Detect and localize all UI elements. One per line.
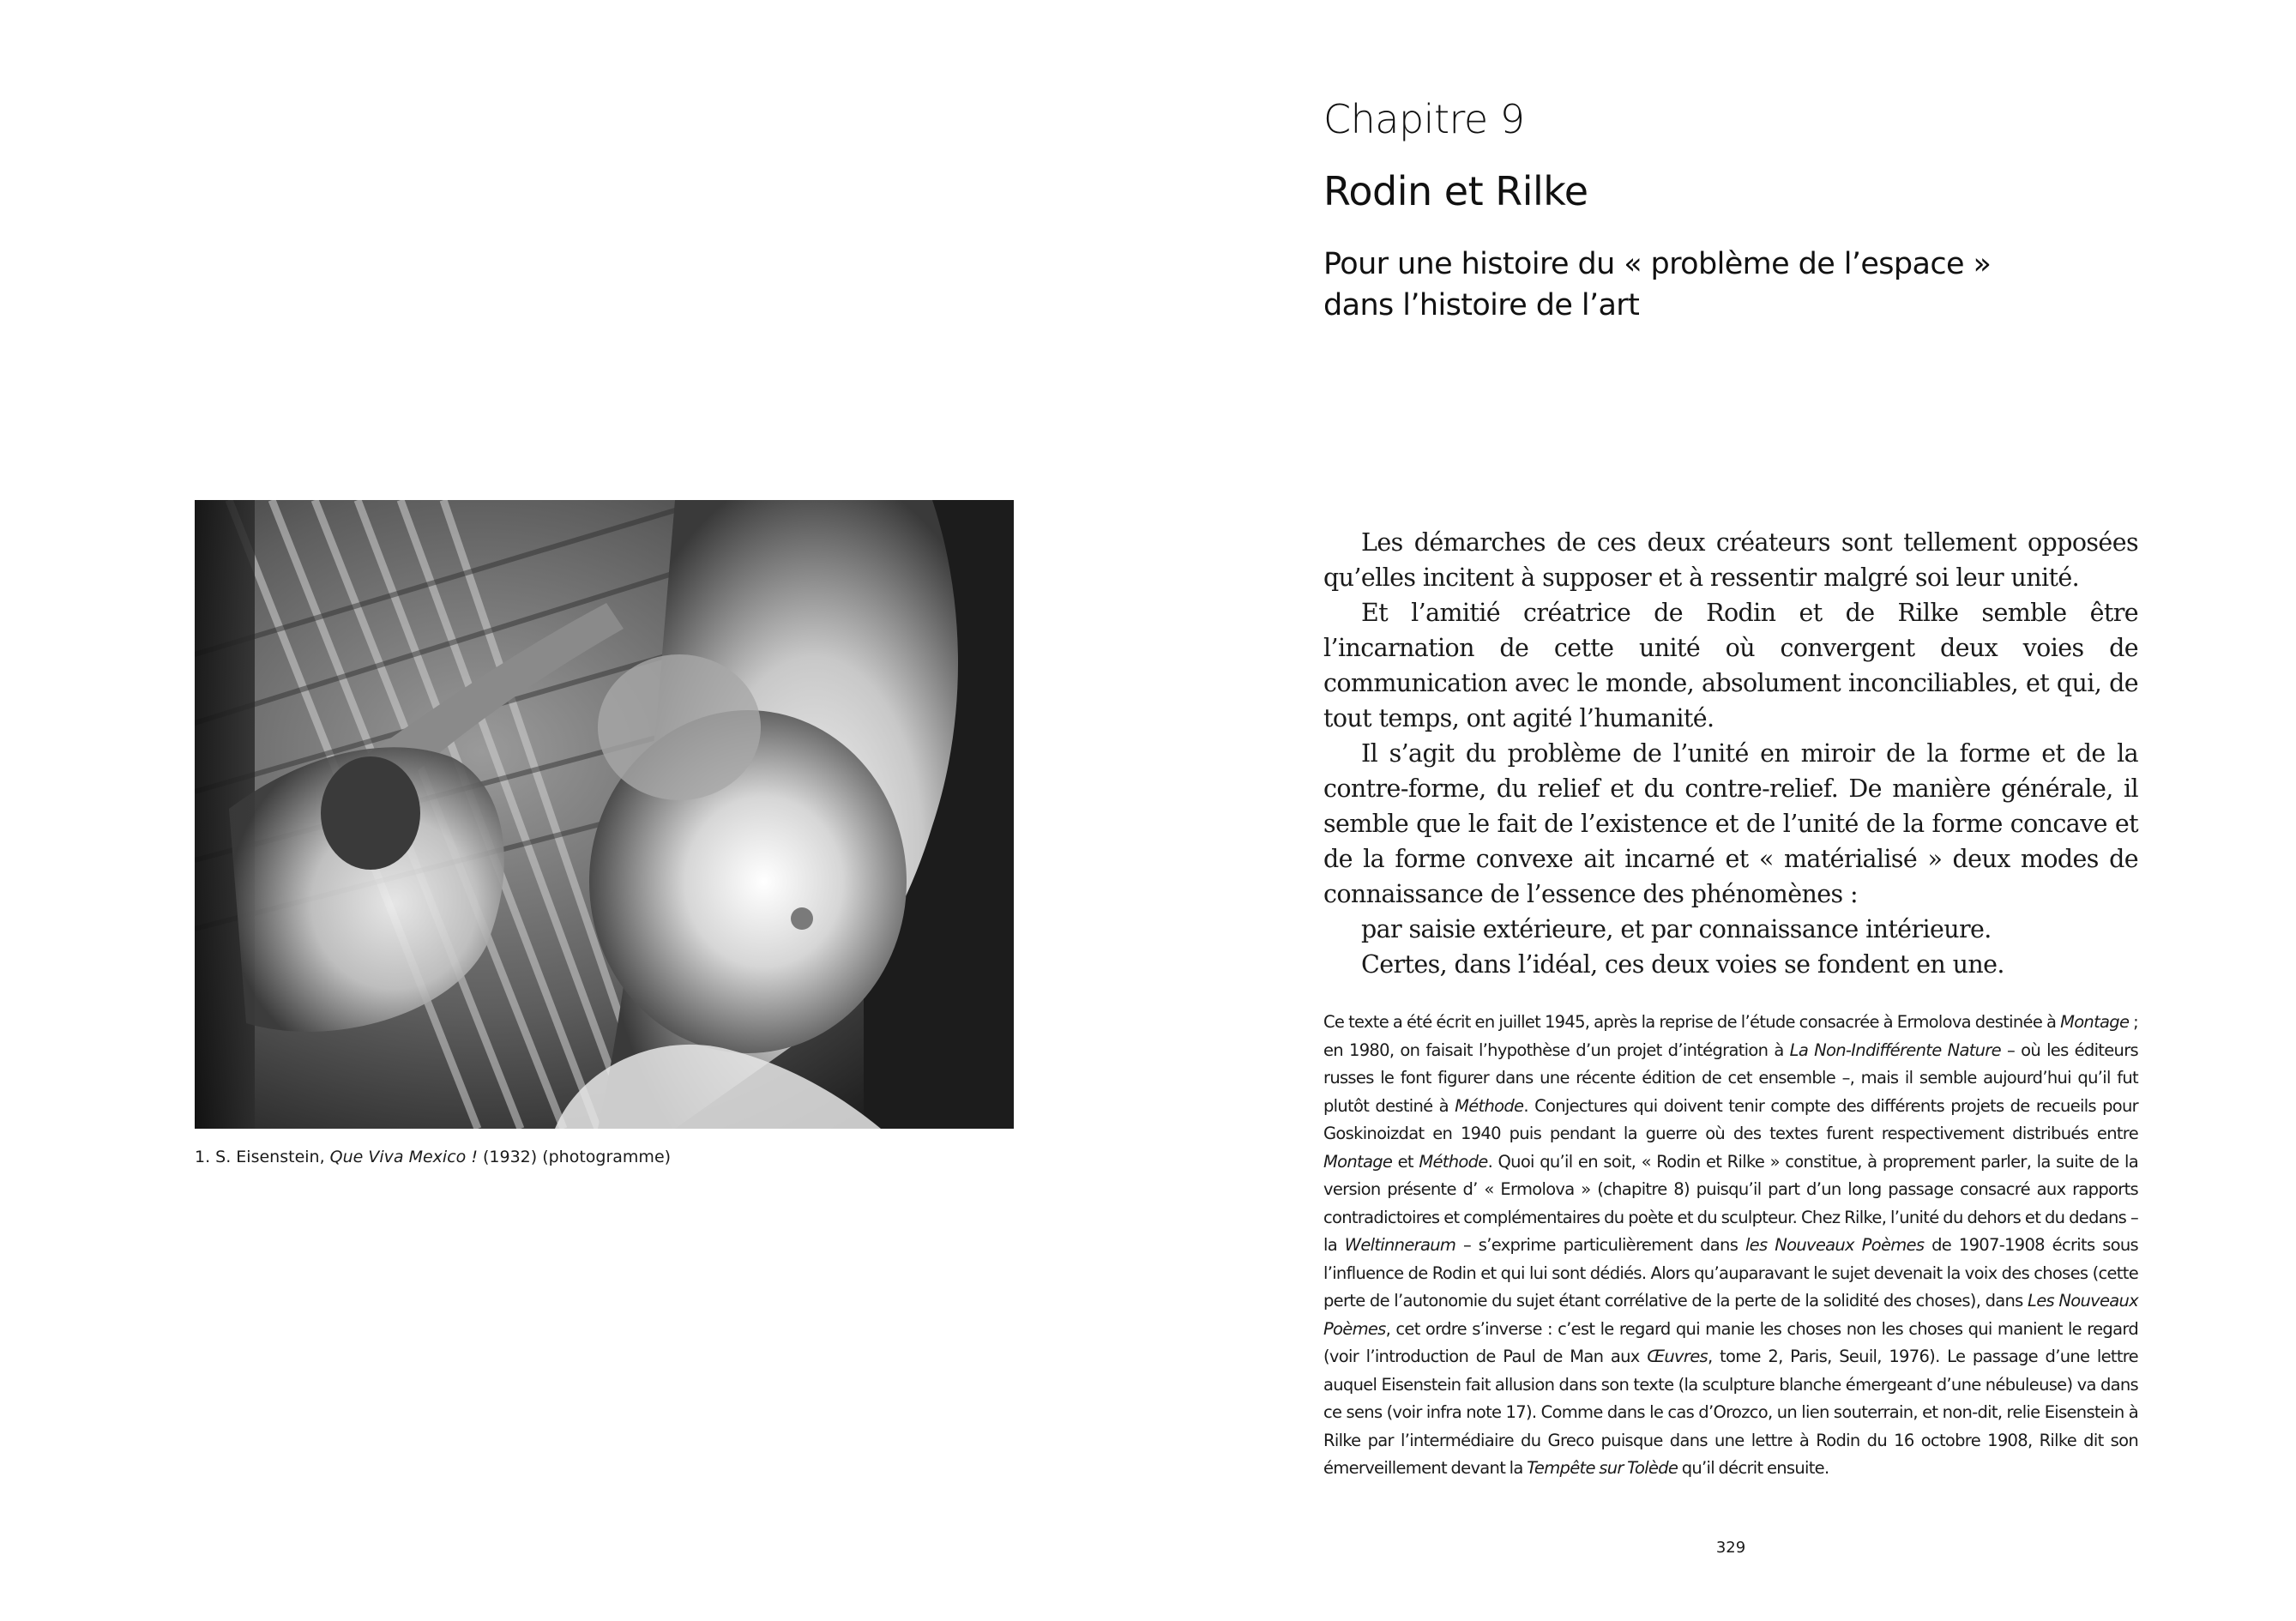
note-italic: Weltinneraum <box>1344 1235 1456 1255</box>
body-paragraph: par saisie extérieure, et par connaissance intérieure. <box>1361 915 1992 943</box>
body-text <box>1323 525 2138 982</box>
chapter-title: Rodin et Rilke <box>1323 168 1588 214</box>
note-text: ; en 1980, on faisait l’hypothèse d’un projet d’intégration à <box>1323 1012 2138 1060</box>
body-paragraph: Et l’amitié créatrice de Rodin et de Rilke semble être l’incarnation de cette unité où convergent deux voies de communication avec le monde, absolument inconciliables, et qui, de tout temps, ont agité l’humanité. <box>1323 599 2138 732</box>
note-text: – s’exprime particulièrement dans <box>1455 1235 1745 1255</box>
note-text: . Quoi qu’il en soit, « Rodin et Rilke » constitue, à proprement parler, la suite de la version présente d’ « Ermolova » (chapitre 8) puisqu’il part d’un long passage consacré aux rapports contradictoires et complémentaires du poète et du sculpteur. Chez Rilke, l’unité du dehors et du dedans – la <box>1323 1151 2138 1255</box>
body-paragraph: Certes, dans l’idéal, ces deux voies se fondent en une. <box>1361 950 2004 979</box>
subtitle-line-1: Pour une histoire du « problème de l’espace » <box>1323 247 1992 281</box>
note-italic: Œuvres <box>1647 1347 1708 1366</box>
chapter-number: Chapitre 9 <box>1323 96 1525 142</box>
body-paragraph: Il s’agit du problème de l’unité en miroir de la forme et de la contre-forme, du relief et du contre-relief. De manière générale, il semble que le fait de l’existence et de l’unité de la forme concave et de la forme convexe ait incarné et « matérialisé » deux modes de connaissance de l’essence des phénomènes : <box>1323 739 2138 908</box>
editorial-note <box>1323 1009 2138 1483</box>
subtitle-line-2: dans l’histoire de l’art <box>1323 288 1640 322</box>
figure-caption <box>195 1146 1014 1168</box>
note-paragraph <box>1323 1009 2138 1483</box>
note-text: – où les éditeurs russes le font figurer dans une récente édition de cet ensemble –, mais il semble aujourd’hui qu’il fut plutôt destiné à <box>1323 1039 2138 1116</box>
note-text: , tome 2, Paris, Seuil, 1976). Le passage d’une lettre auquel Eisenstein fait allusion dans son texte (la sculpture blanche émergeant d’une nébuleuse) va dans ce sens (voir infra note 17). Comme dans le cas d’Orozco, un lien souterrain, et non-dit, relie Eisenstein à Rilke par l’intermédiaire du Greco puisque dans une lettre à Rodin du 16 octobre 1908, Rilke dit son émerveillement devant la <box>1323 1347 2138 1478</box>
caption-suffix: (1932) (photogramme) <box>477 1148 672 1166</box>
note-italic: Montage <box>2060 1012 2130 1032</box>
note-text: qu’il décrit ensuite. <box>1678 1458 1829 1478</box>
note-italic: les Nouveaux Poèmes <box>1745 1235 1925 1255</box>
note-italic: La Non-Indifférente Nature <box>1789 1039 2001 1060</box>
note-italic: Montage <box>1323 1151 1393 1172</box>
chapter-subtitle <box>1323 244 1992 326</box>
note-text: , cet ordre s’inverse : c’est le regard qui manie les choses non les choses qui manient le regard (voir l’introduction de Paul de Man aux <box>1323 1318 2138 1366</box>
note-italic: Tempête sur Tolède <box>1527 1458 1678 1478</box>
film-still-photograph <box>195 500 1014 1129</box>
note-italic: Les Nouveaux Poèmes <box>1323 1291 2138 1339</box>
body-paragraph: Les démarches de ces deux créateurs sont tellement opposées qu’elles incitent à supposer et à ressentir malgré soi leur unité. <box>1323 528 2138 592</box>
caption-prefix: 1. S. Eisenstein, <box>195 1148 330 1166</box>
note-text: Ce texte a été écrit en juillet 1945, après la reprise de l’étude consacrée à Ermolova destinée à <box>1323 1012 2061 1032</box>
note-italic: Méthode <box>1419 1151 1488 1172</box>
film-still-image <box>195 500 1014 1129</box>
page-number: 329 <box>1715 1539 1746 1557</box>
note-text: . Conjectures qui doivent tenir compte des différents projets de recueils pour Goskinoizdat en 1940 puis pendant la guerre où des textes furent respectivement distribués entre <box>1323 1095 2138 1143</box>
caption-film-title: Que Viva Mexico ! <box>329 1148 478 1166</box>
note-text: de 1907-1908 écrits sous l’influence de Rodin et qui lui sont dédiés. Alors qu’auparavant le sujet devenait la voix des choses (cette perte de l’autonomie du sujet étant corrélative de la perte de la solidité des choses), dans <box>1323 1235 2139 1311</box>
note-italic: Méthode <box>1455 1095 1524 1116</box>
note-text: et <box>1392 1151 1419 1172</box>
